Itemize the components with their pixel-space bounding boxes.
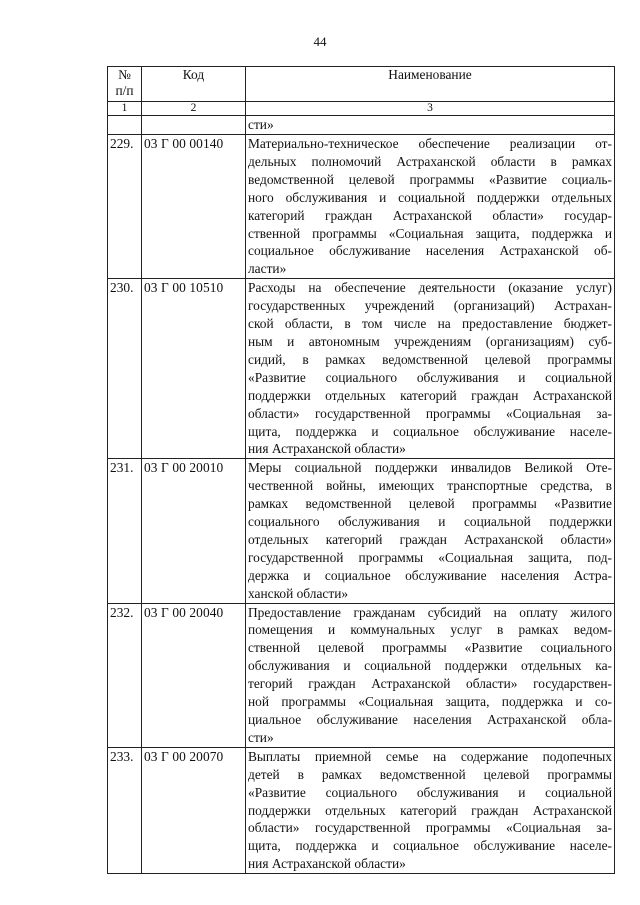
row-number xyxy=(108,116,142,135)
header-code: Код xyxy=(142,67,246,102)
row-name-line: ным и автономным учреждениям (организациям) суб- xyxy=(248,333,612,349)
table-row xyxy=(108,459,615,603)
row-name-line: ственной целевой программы «Развитие социального xyxy=(248,640,612,656)
row-name-line: чественной войны, имеющих транспортные средства, в xyxy=(248,478,612,494)
row-number: 232. xyxy=(108,603,142,747)
row-name-line: Меры социальной поддержки инвалидов Великой Оте- xyxy=(248,460,612,476)
row-name-line: ханской области» xyxy=(248,585,349,601)
row-name-line: ведомственной целевой программы «Развитие социаль- xyxy=(248,171,612,187)
header-number-line-1: № xyxy=(118,67,131,82)
budget-classification-table xyxy=(107,66,615,874)
row-code: 03 Г 00 20010 xyxy=(142,459,246,603)
row-name-line: области» государственной программы «Социальная за- xyxy=(248,820,612,836)
header-name: Наименование xyxy=(246,67,615,102)
row-code: 03 Г 00 10510 xyxy=(142,279,246,459)
row-number: 233. xyxy=(108,747,142,873)
row-name: сти» xyxy=(246,116,615,135)
row-name-line: Предоставление гражданам субсидий на оплату жилого xyxy=(248,604,612,620)
row-code: 03 Г 00 00140 xyxy=(142,135,246,279)
row-name xyxy=(246,747,615,873)
row-code: 03 Г 00 20040 xyxy=(142,603,246,747)
row-name-line: Выплаты приемной семье на содержание подопечных xyxy=(248,748,612,764)
row-code xyxy=(142,116,246,135)
row-name-line: поддержки отдельных категорий граждан Астраханской xyxy=(248,802,612,818)
header-number xyxy=(108,67,142,102)
continuation-row xyxy=(108,116,615,135)
row-name xyxy=(246,135,615,279)
row-name-line: отдельных категорий граждан Астраханской области» xyxy=(248,531,612,547)
header-number-line-2: п/п xyxy=(115,83,134,98)
table-row xyxy=(108,747,615,873)
row-name-line: области» государственной программы «Социальная за- xyxy=(248,405,612,421)
row-name-line: обслуживания и социальной поддержки отдельных ка- xyxy=(248,658,612,674)
row-name-line: поддержки отдельных категорий граждан Астраханской xyxy=(248,387,612,403)
row-name xyxy=(246,459,615,603)
page-number: 44 xyxy=(313,34,327,49)
row-name-line: ния Астраханской области» xyxy=(248,441,406,457)
row-name-line: ной программы «Социальная защита, поддержка и со- xyxy=(248,694,612,710)
row-name xyxy=(246,279,615,459)
row-name-line: категорий граждан Астраханской области» государ- xyxy=(248,207,612,223)
row-name-line: сти» xyxy=(248,729,274,745)
row-number: 231. xyxy=(108,459,142,603)
row-name-line: ской области, в том числе на предоставление бюджет- xyxy=(248,316,612,332)
table-header-row xyxy=(108,67,615,102)
row-name-line: циальное обслуживание населения Астраханской обла- xyxy=(248,712,612,727)
row-name-line: детей в рамках ведомственной целевой программы xyxy=(248,766,612,782)
column-index: 3 xyxy=(246,102,615,116)
table-row xyxy=(108,279,615,459)
row-name-line: Материально-техническое обеспечение реализации от- xyxy=(248,136,612,151)
table-row xyxy=(108,135,615,279)
row-name-line: ственной программы «Социальная защита, поддержка и xyxy=(248,225,612,241)
row-number: 230. xyxy=(108,279,142,459)
row-name-line: ния Астраханской области» xyxy=(248,856,406,872)
row-name-line: «Развитие социального обслуживания и социальной xyxy=(248,369,612,385)
row-name-line: государственных учреждений (организаций) Астрахан- xyxy=(248,298,612,314)
row-number: 229. xyxy=(108,135,142,279)
column-index: 1 xyxy=(108,102,142,116)
row-name-line: держка и социальное обслуживание населения Астра- xyxy=(248,567,612,583)
row-name-line: «Развитие социального обслуживания и социальной xyxy=(248,784,612,800)
row-name-line: рамках ведомственной целевой программы «Развитие xyxy=(248,496,612,512)
row-name-line: щита, поддержка и социальное обслуживание населе- xyxy=(248,838,612,854)
row-name-line: тегорий граждан Астраханской области» государствен- xyxy=(248,676,612,692)
column-index: 2 xyxy=(142,102,246,116)
row-name xyxy=(246,603,615,747)
row-name-line: социальное обслуживание населения Астраханской об- xyxy=(248,243,612,259)
row-name-line: дельных полномочий Астраханской области в рамках xyxy=(248,153,612,169)
row-name-line: помещения и коммунальных услуг в рамках ведом- xyxy=(248,622,612,638)
row-name-line: ласти» xyxy=(248,261,287,277)
row-name-line: социального обслуживания и социальной поддержки xyxy=(248,514,612,530)
row-code: 03 Г 00 20070 xyxy=(142,747,246,873)
table-row xyxy=(108,603,615,747)
row-name-line: Расходы на обеспечение деятельности (оказание услуг) xyxy=(248,280,612,296)
row-name-line: государственной программы «Социальная защита, под- xyxy=(248,549,612,565)
column-index-row xyxy=(108,102,615,116)
row-name-line: сидий, в рамках ведомственной целевой программы xyxy=(248,351,612,367)
row-name-line: щита, поддержка и социальное обслуживание населе- xyxy=(248,423,612,439)
row-name-line: ного обслуживания и социальной поддержки отдельных xyxy=(248,189,612,205)
